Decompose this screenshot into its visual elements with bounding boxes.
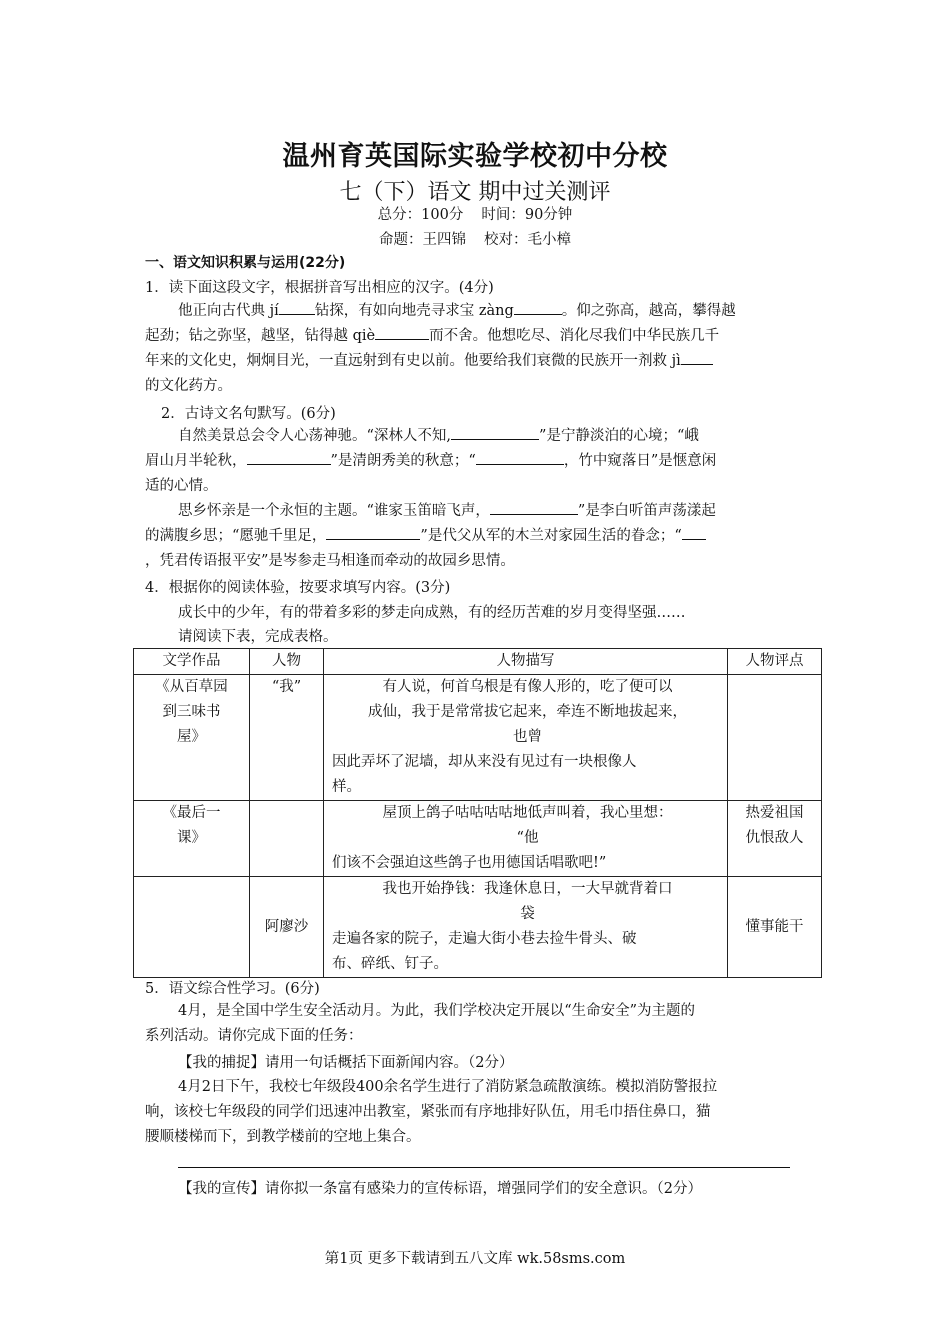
q1-passage: 他正向古代典 jí 钻探，有如向地壳寻求宝 zàng 。仰之弥高，越高，攀得越 起劲；钻之弥坚，越坚，钻得越 qiè 而不舍。他想吃尽、消化尽我们中华民族几千 年来的文化史，炯炯目光，一直远射到有史以前。他要给我们衰微的民族开一剂救 jì 的文化药方。	[145, 299, 805, 399]
comment-cell[interactable]	[728, 675, 822, 801]
description-cell: 有人说，何首乌根是有像人形的，吃了便可以 成仙，我于是常常拔它起来，牵连不断地拔起来， 也曾 因此弄坏了泥墙，却从来没有见过有一块根像人 样。	[324, 675, 728, 801]
q2-part1: 自然美景总会令人心荡神驰。“深林人不知, ”是宁静淡泊的心境；“峨 眉山月半轮秋， ”是清朗秀美的秋意；“ ，竹中窥落日”是惬意闲 适的心情。	[145, 424, 805, 499]
page-footer: 第1页 更多下载请到五八文库 wk.58sms.com	[324, 1251, 626, 1267]
q2-blank-1[interactable]	[451, 425, 539, 440]
exam-time: 时间：90分钟	[481, 207, 573, 223]
table-row	[134, 675, 822, 801]
school-title: 温州育英国际实验学校初中分校	[282, 141, 668, 172]
person-cell[interactable]	[250, 801, 324, 877]
q5-prompt: 5．语文综合性学习。(6分)	[145, 981, 320, 997]
exam-meta-score-time	[0, 203, 950, 224]
person-cell: 阿廖沙	[250, 877, 324, 978]
exam-proofreader: 校对：毛小樟	[484, 232, 571, 248]
table-header: 人物	[250, 649, 324, 675]
q1-blank-qie[interactable]	[375, 325, 429, 340]
q5-news: 4月2日下午，我校七年级段400余名学生进行了消防紧急疏散演练。模拟消防警报拉 响，该校七年级段的同学们迅速冲出教室，紧张而有序地排好队伍，用毛巾捂住鼻口，猫 腰顺楼梯而下，到教学楼前的空地上集合。	[145, 1079, 718, 1145]
q2-blank-2[interactable]	[247, 450, 331, 465]
table-row	[134, 801, 822, 877]
answer-line[interactable]	[178, 1167, 790, 1168]
reading-table	[133, 648, 822, 978]
q4-instruction: 请阅读下表，完成表格。	[178, 629, 338, 645]
q2-part2: 思乡怀亲是一个永恒的主题。“谁家玉笛暗飞声， ”是李白听笛声荡漾起 的满腹乡思；“愿驰千里足， ”是代父从军的木兰对家园生活的眷念；“ ，凭君传语报平安”是岑参走马相逢而牵动的故园乡思情。	[145, 499, 805, 574]
section-1-heading: 一、语文知识积累与运用(22分)	[145, 255, 346, 271]
q1-blank-ji[interactable]	[279, 300, 315, 315]
person-cell: “我”	[250, 675, 324, 801]
work-cell[interactable]	[134, 877, 250, 978]
description-cell: 屋顶上鸽子咕咕咕咕地低声叫着，我心里想： “他 们该不会强迫这些鸽子也用德国话唱歌吧!”	[324, 801, 728, 877]
exam-author: 命题：王四锦	[379, 232, 466, 248]
total-score: 总分：100分	[377, 207, 464, 223]
table-header-row	[134, 649, 822, 675]
table-header: 文学作品	[134, 649, 250, 675]
exam-meta-authors	[0, 228, 950, 249]
q2-prompt: 2．古诗文名句默写。(6分)	[161, 406, 336, 422]
table-header: 人物评点	[728, 649, 822, 675]
work-cell: 《最后一 课》	[134, 801, 250, 877]
q1-blank-ji2[interactable]	[681, 350, 713, 365]
q2-blank-5[interactable]	[326, 525, 420, 540]
q2-blank-3[interactable]	[476, 450, 564, 465]
q2-blank-4[interactable]	[490, 500, 578, 515]
q2-blank-6[interactable]	[682, 525, 706, 540]
comment-cell: 懂事能干	[728, 877, 822, 978]
exam-subtitle: 七（下）语文 期中过关测评	[339, 180, 611, 205]
q4-prompt: 4．根据你的阅读体验，按要求填写内容。(3分)	[145, 580, 451, 596]
q1-prompt: 1．读下面这段文字，根据拼音写出相应的汉字。(4分)	[145, 280, 494, 296]
q5-intro: 4月，是全国中学生安全活动月。为此，我们学校决定开展以“生命安全”为主题的 系列活动。请你完成下面的任务：	[145, 1003, 696, 1044]
table-row	[134, 877, 822, 978]
description-cell: 我也开始挣钱：我逢休息日，一大早就背着口 袋 走遍各家的院子，走遍大街小巷去捡牛骨头、破 布、碎纸、钉子。	[324, 877, 728, 978]
q1-blank-zang[interactable]	[514, 300, 562, 315]
table-header: 人物描写	[324, 649, 728, 675]
work-cell: 《从百草园 到三味书 屋》	[134, 675, 250, 801]
q5-task-capture: 【我的捕捉】请用一句话概括下面新闻内容。（2分）	[178, 1055, 514, 1071]
comment-cell: 热爱祖国 仇恨敌人	[728, 801, 822, 877]
q5-task-slogan: 【我的宣传】请你拟一条富有感染力的宣传标语，增强同学们的安全意识。（2分）	[178, 1181, 702, 1197]
q4-intro: 成长中的少年，有的带着多彩的梦走向成熟，有的经历苦难的岁月变得坚强……	[178, 605, 686, 621]
